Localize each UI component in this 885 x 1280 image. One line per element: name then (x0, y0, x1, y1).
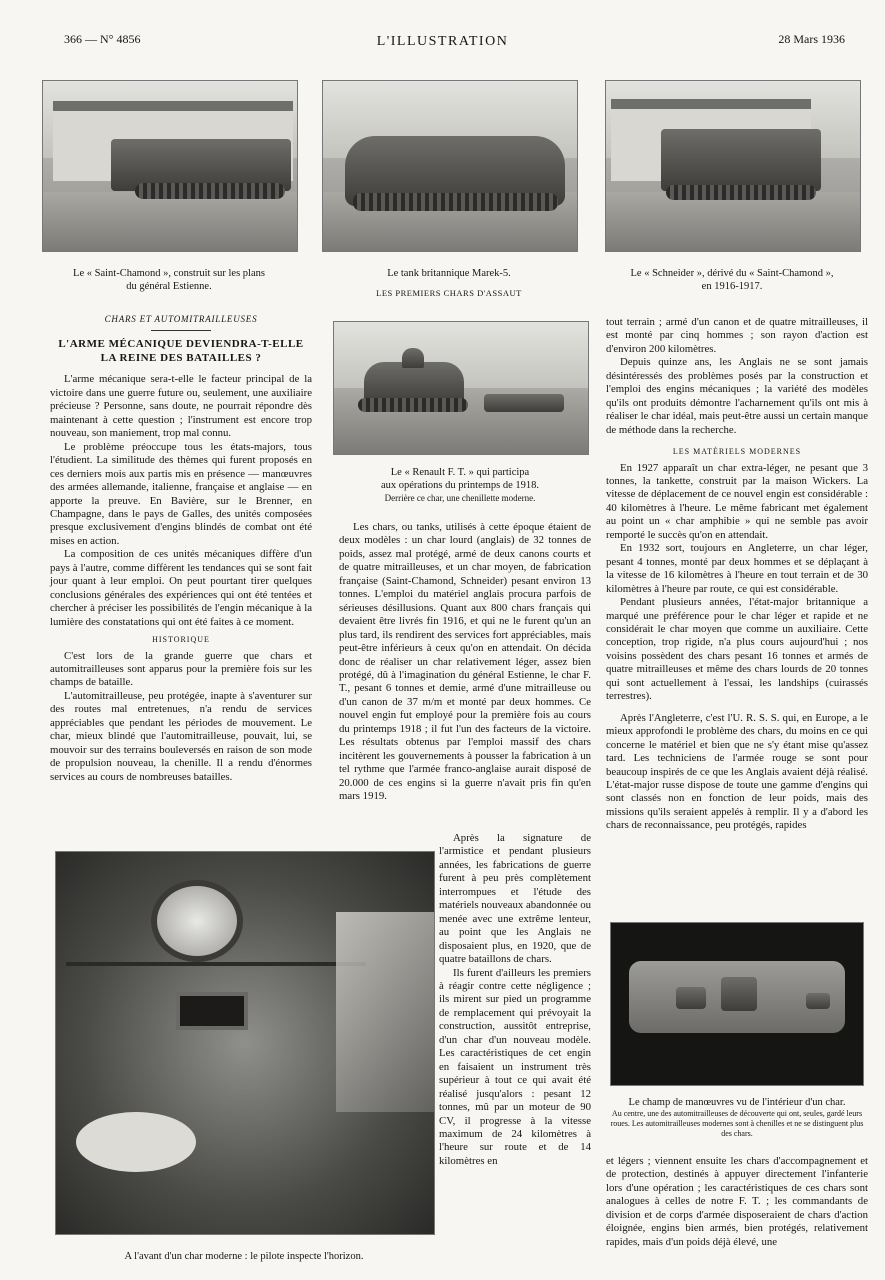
caption-mark-5: Le tank britannique Marek-5. (387, 268, 511, 279)
caption-premiers-chars: LES PREMIERS CHARS D'ASSAUT (376, 288, 522, 298)
article-column-1 (50, 313, 312, 784)
photo-schneider (605, 80, 861, 252)
paragraph: tout terrain ; armé d'un canon et de quatre mitrailleuses, il est monté par cinq hommes ; son rayon d'action est d'environ 200 kilomètres. (606, 316, 868, 355)
paragraph: Après l'Angleterre, c'est l'U. R. S. S. qui, en Europe, a le mieux approfondi le problème des chars, du moins en ce qui concerne le matériel et bien que ne s'y étant mise qu'assez tard. Les techniciens de l'armée rouge se sont pour beaucoup inspirés de ce que les Anglais avaient déjà réalisé. L'état-major russe dispose de toute une gamme d'engins qui sont classés non en fonction de leur poids, mais des missions qu'ils seraient appelés à remplir. Il y a d'abord les chars de reconnaissance, peu protégés, rapides (606, 711, 868, 832)
caption-saint-chamond: Le « Saint-Chamond », construit sur les plans du général Estienne. (73, 268, 265, 292)
paragraph: Ils furent d'ailleurs les premiers à réagir contre cette négligence ; ils mirent sur pied un programme de remplacement qui prévoyait la construction, aussitôt entreprise, d'un char d'un nouveau modèle. Les caractéristiques de cet engin en faisaient un instrument très supérieur à tout ce qui avait été réalisé jusqu'alors : pesant 12 tonnes, mû par un moteur de 90 CV, il progresse à la vitesse maximum de 24 kilomètres à l'heure sur route et de 14 kilomètres en (439, 966, 591, 1167)
page-number: 366 — N° 4856 (64, 32, 141, 46)
article-column-2 (339, 521, 591, 804)
masthead-title: L'ILLUSTRATION (376, 34, 509, 49)
article-kicker: CHARS ET AUTOMITRAILLEUSES (104, 314, 258, 324)
photo-pilote (55, 851, 435, 1235)
article-column-2-narrow (439, 832, 591, 1168)
photo-saint-chamond (42, 80, 298, 252)
paragraph: En 1932 sort, toujours en Angleterre, un char léger, pesant 4 tonnes, monté par deux hommes et se déplaçant à la vitesse de 16 kilomètres à l'heure en tout terrain et de 30 kilomètres à l'heure par route, ce qui est considérable. (606, 542, 868, 595)
photo-champ-manoeuvres (610, 922, 864, 1086)
paragraph: C'est lors de la grande guerre que chars et automitrailleuses sont apparus pour la première fois sur les champs de bataille. (50, 649, 312, 689)
section-heading-materiels: LES MATÉRIELS MODERNES (672, 447, 802, 457)
article-column-3 (606, 316, 868, 833)
paragraph: L'arme mécanique sera-t-elle le facteur principal de la victoire dans une guerre future ou, seulement, une auxiliaire précieuse ? Personne, sans doute, ne pourrait répondre dès maintenant à cette question ; l'instrument est encore trop nouveau, son maniement, trop mal connu. (50, 373, 312, 440)
paragraph: et légers ; viennent ensuite les chars d'accompagnement et de protection, destinés à appuyer directement l'infanterie lors d'une opération ; les caractéristiques de ces chars sont analogues à celles de notre F. T. ; les commandants de division et de corps d'armée disposeraient de chars d'action éloignée, engins bien armés, bien protégés, relativement rapides, mais d'un poids déjà élevé, une (606, 1155, 868, 1248)
paragraph: Depuis quinze ans, les Anglais ne se sont jamais désintéressés des problèmes posés par la construction et l'emploi des engins mécaniques ; la variété des modèles qu'ils ont produits démontre l'acharnement qu'ils ont mis à réaliser le char idéal, mais peut-être aussi un certain manque de méthode dans la recherche. (606, 356, 868, 436)
photo-renault-ft (333, 321, 589, 455)
caption-pilote: A l'avant d'un char moderne : le pilote inspecte l'horizon. (124, 1251, 364, 1262)
paragraph: La composition de ces unités mécaniques diffère d'un pays à l'autre, comme diffèrent les tendances qui se sont fait jour quant à leur emploi. On peut pourtant tirer quelques conclusions générales des expériences qui ont été tentées et chercher à préciser les possibilités de l'engin mécanique à la lumière des constatations qui ont été faites à ce moment. (50, 548, 312, 628)
kicker-rule (151, 330, 211, 331)
section-heading-historique: HISTORIQUE (152, 635, 210, 645)
paragraph: L'automitrailleuse, peu protégée, inapte à s'aventurer sur des routes mal entretenues, n'a rendu de services appréciables que pendant les périodes de mouvement. Le char, mieux blindé que l'automitrailleuse, pouvait, lui, se mouvoir sur des terrains bouleversés en raison de son mode de propulsion nouveau, la chenille. Il a rendu d'énormes services au cours de nombreuses batailles. (50, 689, 312, 783)
photo-mark-5 (322, 80, 578, 252)
paragraph: Les chars, ou tanks, utilisés à cette époque étaient de deux modèles : un char lourd (anglais) de 32 tonnes de poids, assez mal protégé, armé de deux canons courts et de quatre mitrailleuses, et un char moyen, de fabrication française (Saint-Chamond, Schneider) pesant environ 13 tonnes. L'emploi du matériel anglais procura parfois de sérieuses désillusions. Quant aux 800 chars français qui devaient être livrés fin 1916, et qui ne le furent qu'un an plus tard, ils rendirent des services fort appréciables, mais peut-être inférieurs à ceux qu'on en attendait. On décida donc de réaliser un char relativement léger, assez bien protégé, dû à l'imagination du général Estienne, le char F. T., pesant 6 tonnes et demie, armé d'une mitrailleuse ou d'un canon de 37 m/m et monté par deux hommes. Ce nouvel engin fut employé pour la première fois au cours du printemps 1918 ; il fut l'un des facteurs de la victoire. Les résultats obtenus par l'emploi massif des chars incitèrent les gouvernements à pousser la fabrication à un tel rythme que l'armée franco-anglaise aurait disposé de 20.000 de ces engins si la guerre n'avait pris fin qu'en mars 1919. (339, 521, 591, 803)
caption-renault-ft: Le « Renault F. T. » qui participa aux opérations du printemps de 1918. Derrière ce char, une chenillette moderne. (380, 467, 540, 503)
paragraph: Le problème préoccupe tous les états-majors, tous l'étudient. La similitude des thèmes qui furent proposés en ces derniers mois aux partis mis en présence — manœuvres des armées allemande, italienne, française et anglaise — en apporte la preuve. En Bavière, sur le Brenner, en Champagne, dans le pays de Galles, des unités composées presque exclusivement d'engins blindés de combat ont été mises en action. (50, 440, 312, 547)
paragraph: Après la signature de l'armistice et pendant plusieurs années, les fabrications de guerre furent à peu près complètement interrompues et l'étude des matériels nouveaux abandonnée ou menée avec une extrême lenteur, au point que les Anglais ne disposaient plus, en 1920, que de quatre bataillons de chars. (439, 832, 591, 966)
caption-schneider: Le « Schneider », dérivé du « Saint-Chamond », en 1916-1917. (630, 268, 834, 292)
caption-champ-manoeuvres: Le champ de manœuvres vu de l'intérieur d'un char. Au centre, une des automitrailleuses de découverte qui ont, seules, gardé leurs roues. Les automitrailleuses modernes sont à chenilles et ne se distinguent plus des chars. (610, 1097, 864, 1138)
article-column-3-end (606, 1155, 868, 1249)
paragraph: En 1927 apparaît un char extra-léger, ne pesant que 3 tonnes, la tankette, construit par la maison Wickers. La vitesse de déplacement de ce nouvel engin est considérable : 40 kilomètres à l'heure. Le même fabricant met également au point un « char amphibie » qui ne semble pas avoir remporté le succès qu'on en attendait. (606, 461, 868, 541)
page-date: 28 Mars 1936 (778, 32, 845, 46)
article-headline: L'ARME MÉCANIQUE DEVIENDRA-T-ELLE LA REINE DES BATAILLES ? (58, 338, 304, 365)
paragraph: Pendant plusieurs années, l'état-major britannique a marqué une préférence pour le char léger et rapide et ne considérait le char moyen que comme un auxiliaire. Cette conception, trop rigide, n'a plus cours aujourd'hui ; nos voisins possèdent des chars pesant 16 tonnes et armés de quatre mitrailleuses et même des chars lourds de 20 tonnes qui sont actuellement à l'essai, les landships (cuirassés terrestres). (606, 596, 868, 703)
